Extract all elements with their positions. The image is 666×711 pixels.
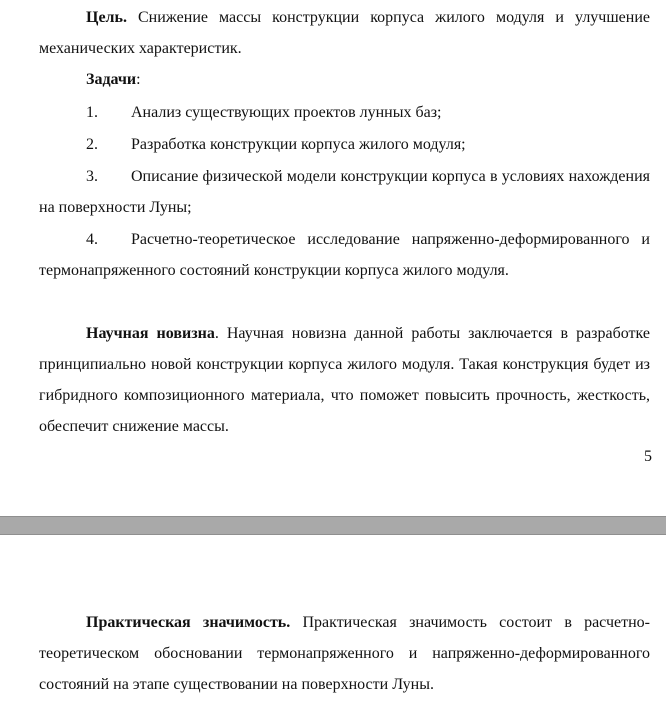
task-item — [39, 161, 650, 223]
task-item — [39, 224, 650, 286]
novelty-paragraph — [39, 318, 650, 442]
task-item — [39, 97, 650, 128]
task-text: Расчетно-теоретическое исследование напряженно-деформированного и термонапряженного состояний конструкции корпуса жилого модуля. — [39, 231, 650, 279]
novelty-text: . Научная новизна данной работы заключается в разработке принципиально новой конструкции корпуса жилого модуля. Такая конструкция будет из гибридного композиционного материала, что поможет повысить прочность, жесткость, обеспечит снижение массы. — [39, 325, 650, 435]
novelty-label: Научная новизна — [86, 325, 215, 342]
significance-text: Практическая значимость состоит в расчетно-теоретическом обосновании термонапряженного и напряженно-деформированного состояний на этапе существовании на поверхности Луны. — [39, 614, 650, 693]
page-number: 5 — [644, 448, 652, 465]
task-text: Анализ существующих проектов лунных баз; — [131, 104, 442, 121]
task-number: 2. — [86, 136, 98, 153]
task-number: 1. — [86, 104, 98, 121]
task-number: 4. — [86, 231, 98, 248]
document-page-6 — [0, 535, 666, 711]
goal-label: Цель. — [86, 9, 127, 26]
tasks-heading — [86, 64, 141, 95]
tasks-heading-colon: : — [136, 71, 141, 88]
page-separator — [0, 516, 666, 535]
goal-text: Снижение массы конструкции корпуса жилого модуля и улучшение механических характеристик. — [39, 9, 650, 57]
task-text: Разработка конструкции корпуса жилого модуля; — [131, 136, 466, 153]
significance-paragraph — [39, 607, 650, 700]
task-item — [39, 129, 650, 160]
significance-label: Практическая значимость. — [86, 614, 291, 631]
tasks-heading-text: Задачи — [86, 71, 137, 88]
task-text: Описание физической модели конструкции корпуса в условиях нахождения на поверхности Луны; — [39, 168, 650, 216]
task-number: 3. — [86, 168, 98, 185]
goal-paragraph — [39, 2, 650, 64]
